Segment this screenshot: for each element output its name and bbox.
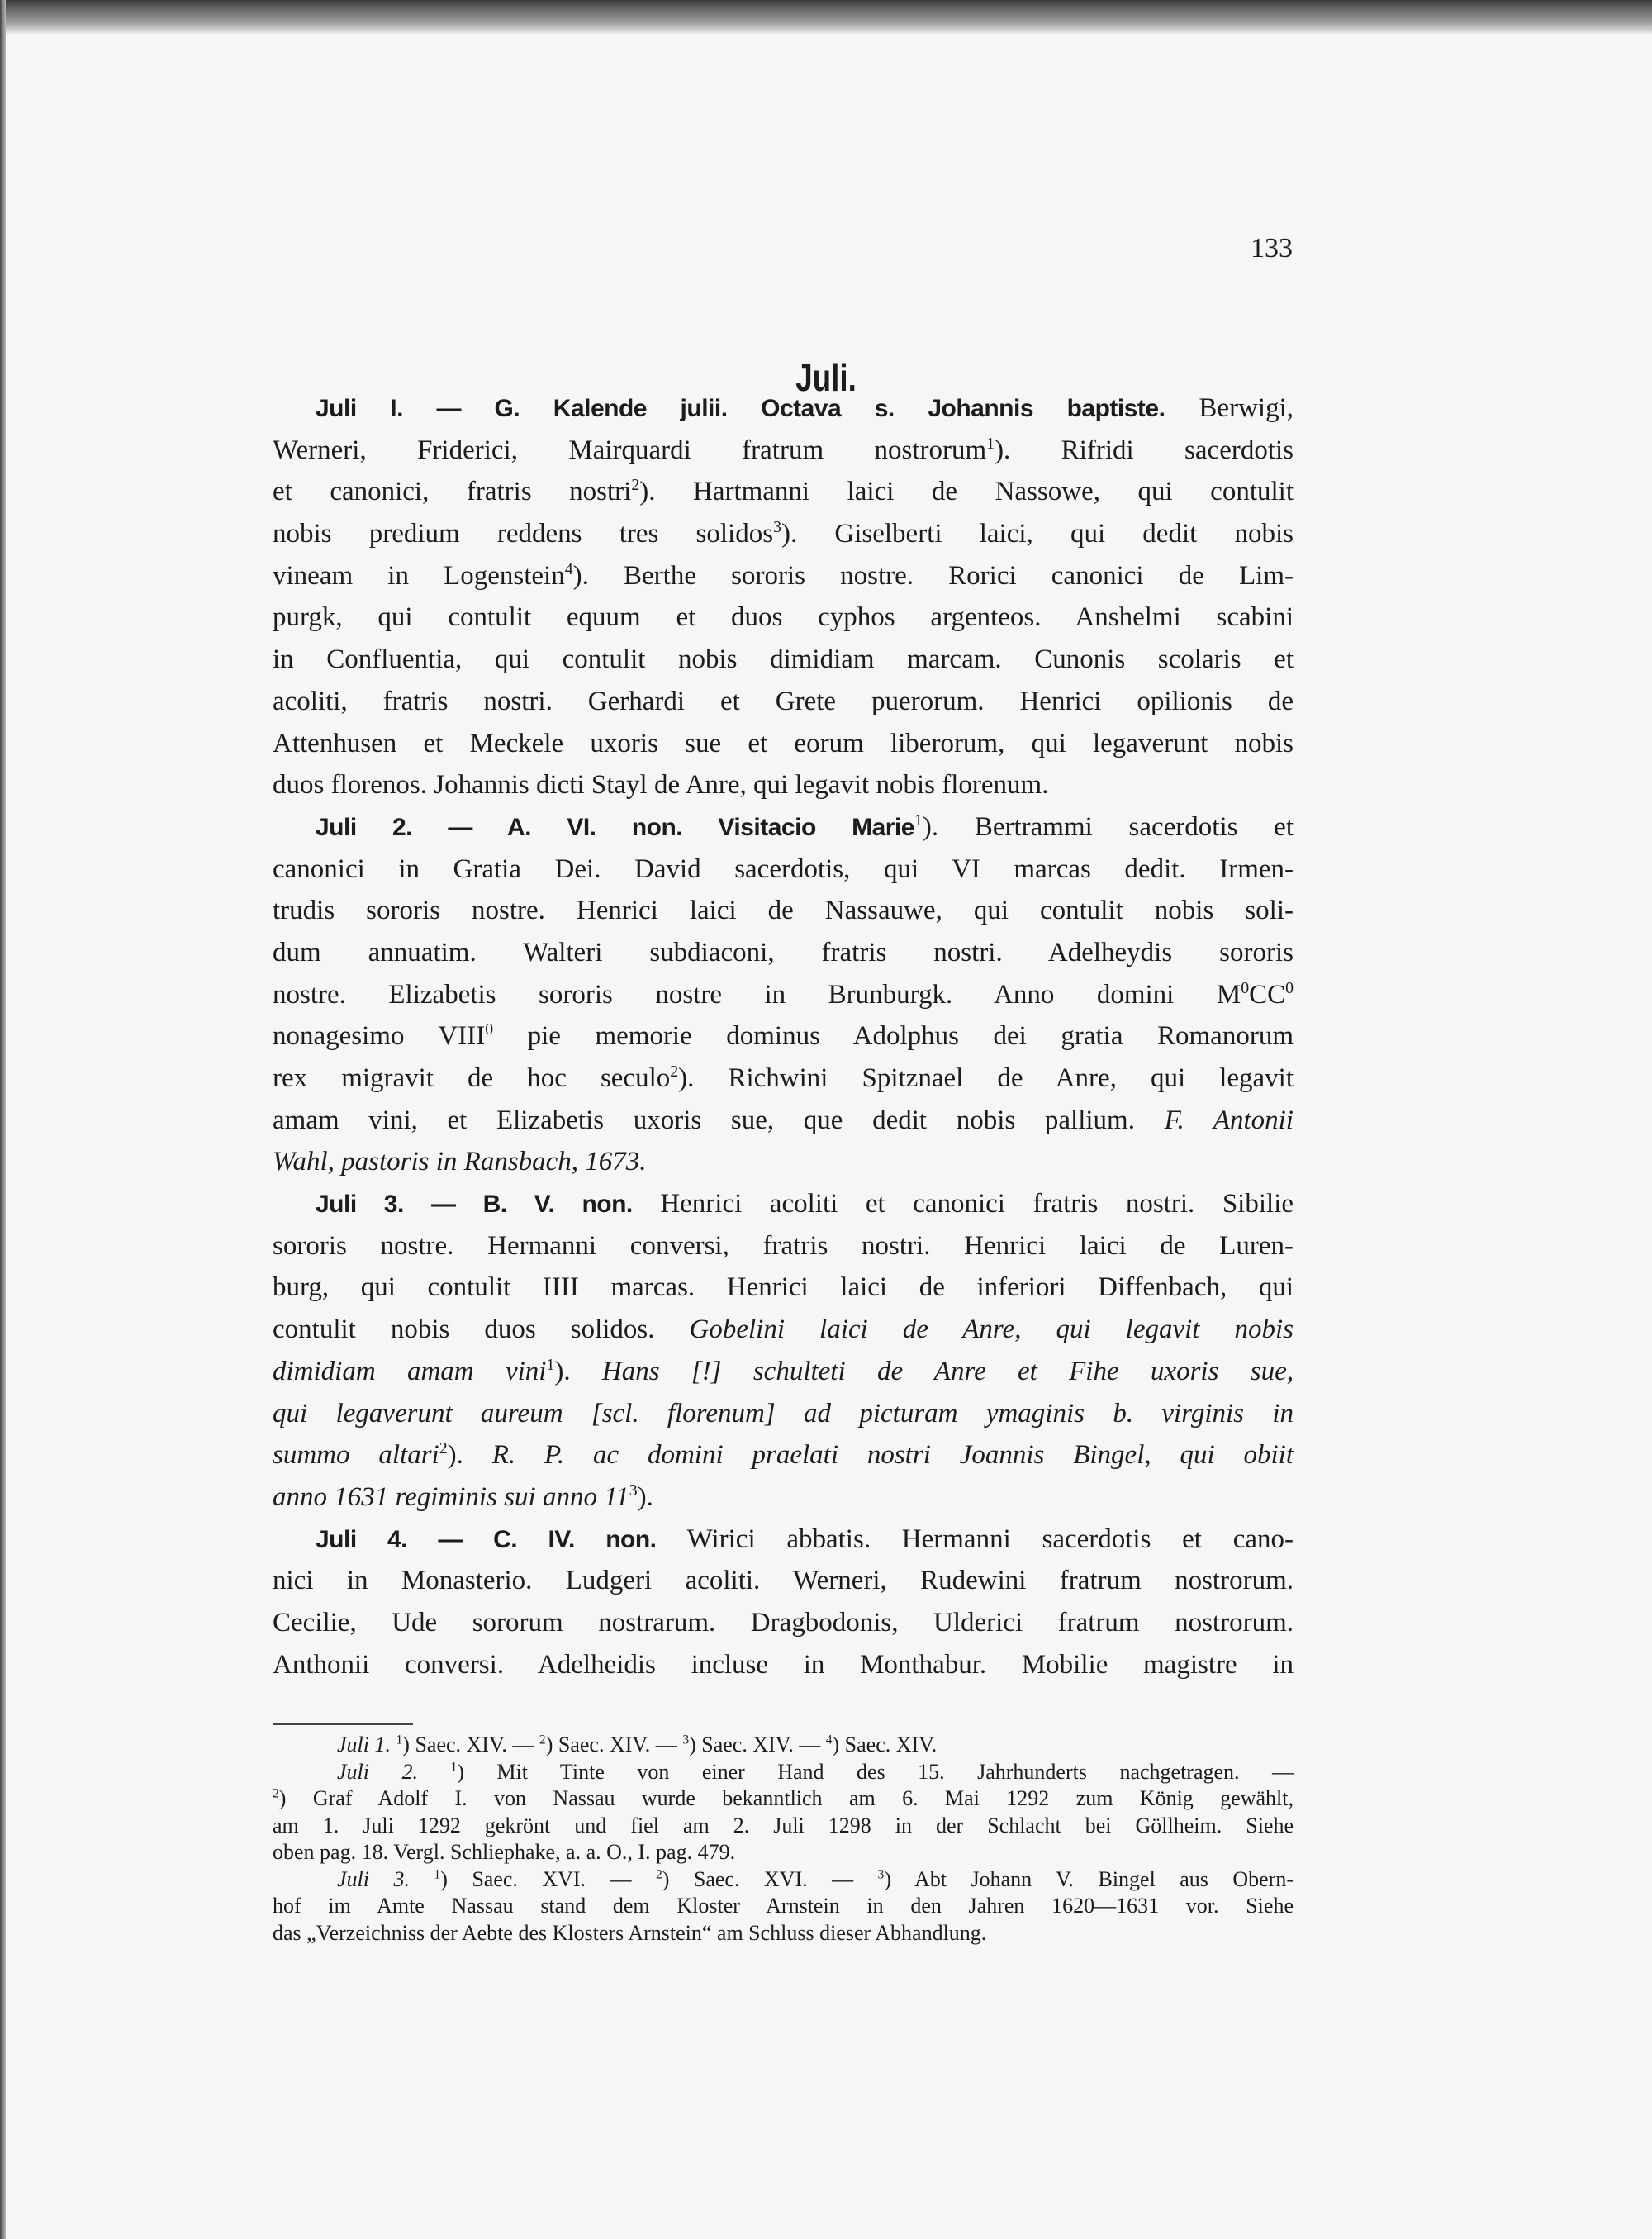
text-run: purgk, qui contulit equum et duos cyphos argenteos. Anshelmi scabini	[273, 602, 1294, 633]
text-run: ). Giselberti laici, qui dedit nobis	[781, 519, 1294, 549]
page-number: 133	[1251, 233, 1293, 264]
footnote-separator	[273, 1723, 413, 1725]
text-line	[273, 1183, 1294, 1225]
footnote-marker: 0	[485, 1020, 494, 1039]
text-line	[273, 1225, 1294, 1267]
text-line	[273, 1644, 1294, 1686]
text-line	[273, 723, 1294, 765]
italic-text: Hans [!] schulteti de Anre et Fihe uxoris sue,	[601, 1356, 1294, 1386]
text-line	[273, 1100, 1294, 1142]
text-line	[273, 639, 1294, 681]
text-line	[273, 1434, 1294, 1476]
italic-text: Juli 2.	[337, 1759, 418, 1784]
text-run: Cecilie, Ude sororum nostrarum. Dragbodonis, Ulderici fratrum nostrorum.	[273, 1607, 1294, 1638]
footnote-marker: 2	[273, 1786, 279, 1801]
text-run: ).	[447, 1440, 492, 1471]
text-run: nonagesimo VIII	[273, 1021, 486, 1052]
text-run: ) Abt Johann V. Bingel aus Obern-	[884, 1866, 1294, 1891]
text-run	[418, 1760, 450, 1784]
text-run: ) Saec. XIV. —	[402, 1733, 539, 1756]
footnotes	[273, 1732, 1294, 1947]
calendar-entry	[273, 1183, 1294, 1519]
text-run: hof im Amte Nassau stand dem Kloster Arnstein in den Jahren 1620—1631 vor. Siehe	[273, 1894, 1294, 1918]
italic-text: Gobelini laici de Anre, qui legavit nobis	[689, 1314, 1294, 1345]
text-run: ). Richwini Spitznael de Anre, qui legavit	[678, 1063, 1294, 1093]
footnote-marker: 1	[396, 1733, 403, 1747]
footnote-marker: 2	[655, 1867, 662, 1882]
text-line	[273, 430, 1294, 472]
text-run: canonici in Gratia Dei. David sacerdotis, qui VI marcas dedit. Irmen-	[273, 853, 1294, 884]
text-run: pie memorie dominus Adolphus dei gratia Romanorum	[493, 1021, 1294, 1052]
text-line	[273, 555, 1294, 597]
text-line	[273, 974, 1294, 1016]
text-run: sororis nostre. Hermanni conversi, fratris nostri. Henrici laici de Luren-	[273, 1230, 1294, 1261]
text-run: amam vini, et Elizabetis uxoris sue, que dedit nobis pallium.	[273, 1105, 1165, 1135]
text-run: Werneri, Friderici, Mairquardi fratrum nostrorum	[273, 435, 987, 465]
text-line	[273, 1519, 1294, 1561]
page-title: Juli.	[795, 356, 857, 399]
italic-text: Juli 1.	[337, 1733, 391, 1756]
text-line	[273, 806, 1294, 849]
footnote-marker: 2	[631, 476, 640, 495]
entry-heading: Juli 3. — B. V. non.	[316, 1191, 633, 1219]
footnote	[273, 1732, 1294, 1759]
footnote-marker: 3	[682, 1733, 690, 1747]
text-line	[273, 387, 1294, 430]
footnote	[273, 1866, 1294, 1947]
text-run: Henrici acoliti et canonici fratris nostri. Sibilie	[632, 1189, 1294, 1219]
footnote-marker: 0	[1241, 978, 1250, 997]
scan-binding-edge	[0, 0, 1652, 35]
text-run: ). Berthe sororis nostre. Rorici canonici de Lim-	[572, 560, 1294, 591]
text-run: ) Saec. XIV. —	[689, 1733, 826, 1756]
footnote	[273, 1759, 1294, 1866]
text-line	[273, 764, 1294, 806]
text-run: et canonici, fratris nostri	[273, 477, 632, 507]
text-line	[273, 932, 1294, 974]
text-line	[273, 597, 1294, 639]
italic-text: Wahl, pastoris in Ransbach, 1673.	[273, 1147, 647, 1177]
text-line	[273, 1602, 1294, 1644]
calendar-entry	[273, 806, 1294, 1183]
text-run: ). Rifridi sacerdotis	[995, 435, 1294, 465]
italic-text: dimidiam amam vini	[273, 1356, 547, 1386]
text-run: ) Graf Adolf I. von Nassau wurde bekanntlich am 6. Mai 1292 zum König gewählt,	[278, 1786, 1294, 1810]
text-line	[273, 1785, 1294, 1813]
italic-text: anno 1631 regiminis sui anno 11	[273, 1481, 629, 1512]
text-line	[273, 1309, 1294, 1351]
text-line	[273, 1920, 1294, 1947]
footnote-marker: 1	[434, 1867, 441, 1882]
scan-left-edge	[0, 0, 6, 2239]
text-run: contulit nobis duos solidos.	[273, 1314, 690, 1345]
footnote-marker: 1	[914, 811, 923, 830]
text-line	[273, 1267, 1294, 1309]
text-run: ) Mit Tinte von einer Hand des 15. Jahrhunderts nachgetragen. —	[457, 1759, 1294, 1784]
footnote-marker: 3	[877, 1867, 885, 1882]
text-run: ).	[554, 1356, 602, 1386]
italic-text: F. Antonii	[1164, 1105, 1294, 1135]
entry-heading: Juli I. — G. Kalende julii. Octava s. Johannis baptiste.	[316, 395, 1165, 422]
footnote-marker: 0	[1285, 978, 1294, 997]
text-run: Berwigi,	[1165, 393, 1294, 423]
italic-text: R. P. ac domini praelati nostri Joannis Bingel, qui obiit	[491, 1440, 1294, 1471]
footnote-marker: 4	[825, 1733, 833, 1747]
text-run: am 1. Juli 1292 gekrönt und fiel am 2. Juli 1298 in der Schlacht bei Göllheim. Siehe	[273, 1813, 1294, 1837]
text-run: das „Verzeichniss der Aebte des Klosters Arnstein“ am Schluss dieser Abhandlung.	[273, 1920, 987, 1945]
text-run: trudis sororis nostre. Henrici laici de Nassauwe, qui contulit nobis soli-	[273, 896, 1294, 926]
text-run: ). Bertrammi sacerdotis et	[922, 811, 1294, 842]
footnote-marker: 1	[986, 434, 995, 453]
text-run: Anthonii conversi. Adelheidis incluse in Monthabur. Mobilie magistre in	[273, 1649, 1294, 1680]
entry-heading: Juli 2. — A. VI. non. Visitacio Marie	[316, 813, 914, 841]
footnote-marker: 1	[546, 1355, 555, 1374]
text-run: vineam in Logenstein	[273, 560, 565, 591]
text-line	[273, 1141, 1294, 1183]
text-run: oben pag. 18. Vergl. Schliephake, a. a. O., I. pag. 479.	[273, 1840, 736, 1864]
text-line	[273, 1560, 1294, 1602]
calendar-entry	[273, 387, 1294, 806]
footnote-marker: 1	[450, 1760, 458, 1775]
text-line	[273, 471, 1294, 513]
text-run: nostre. Elizabetis sororis nostre in Brunburgk. Anno domini M	[273, 979, 1241, 1010]
italic-text: Juli 3.	[337, 1866, 410, 1891]
text-line	[273, 1393, 1294, 1435]
text-line	[273, 1058, 1294, 1100]
main-text	[273, 387, 1294, 1685]
text-line	[273, 1732, 1294, 1759]
text-line	[273, 849, 1294, 891]
text-run: burg, qui contulit IIII marcas. Henrici laici de inferiori Diffenbach, qui	[273, 1272, 1294, 1303]
text-run	[410, 1867, 434, 1891]
italic-text: qui legaverunt aureum [scl. florenum] ad picturam ymaginis b. virginis in	[273, 1398, 1294, 1428]
text-run: ) Saec. XIV.	[832, 1733, 938, 1756]
text-run: Attenhusen et Meckele uxoris sue et eorum liberorum, qui legaverunt nobis	[273, 728, 1294, 758]
calendar-entry	[273, 1519, 1294, 1686]
text-run: ) Saec. XVI. —	[440, 1866, 656, 1891]
footnote-marker: 2	[539, 1733, 546, 1747]
footnote-marker: 3	[773, 518, 781, 537]
text-run: rex migravit de hoc seculo	[273, 1063, 671, 1093]
text-line	[273, 890, 1294, 932]
text-run: CC	[1249, 979, 1286, 1010]
footnote-marker: 3	[629, 1481, 638, 1500]
text-run: ) Saec. XVI. —	[662, 1866, 878, 1891]
text-run: duos florenos. Johannis dicti Stayl de Anre, qui legavit nobis florenum.	[273, 770, 1049, 801]
text-line	[273, 1351, 1294, 1393]
text-run: in Confluentia, qui contulit nobis dimidiam marcam. Cunonis scolaris et	[273, 644, 1294, 675]
text-run: nici in Monasterio. Ludgeri acoliti. Werneri, Rudewini fratrum nostrorum.	[273, 1566, 1294, 1596]
text-run: dum annuatim. Walteri subdiaconi, fratris nostri. Adelheydis sororis	[273, 937, 1294, 967]
text-run: ). Hartmanni laici de Nassowe, qui contulit	[639, 477, 1294, 507]
text-line	[273, 1015, 1294, 1058]
text-line	[273, 1866, 1294, 1894]
text-line	[273, 1813, 1294, 1840]
text-line	[273, 681, 1294, 723]
text-line	[273, 1893, 1294, 1920]
text-line	[273, 513, 1294, 555]
text-run: nobis predium reddens tres solidos	[273, 519, 774, 549]
text-run: ).	[637, 1481, 653, 1512]
text-line	[273, 1476, 1294, 1519]
entry-heading: Juli 4. — C. IV. non.	[316, 1525, 657, 1553]
text-run: ) Saec. XIV. —	[545, 1733, 683, 1756]
text-line	[273, 1759, 1294, 1786]
footnote-marker: 4	[564, 559, 573, 578]
text-line	[273, 1839, 1294, 1866]
text-run: acoliti, fratris nostri. Gerhardi et Grete puerorum. Henrici opilionis de	[273, 686, 1294, 716]
footnote-marker: 2	[439, 1439, 448, 1458]
text-run: Wirici abbatis. Hermanni sacerdotis et cano-	[656, 1524, 1294, 1554]
italic-text: summo altari	[273, 1440, 439, 1471]
footnote-marker: 2	[670, 1062, 679, 1081]
